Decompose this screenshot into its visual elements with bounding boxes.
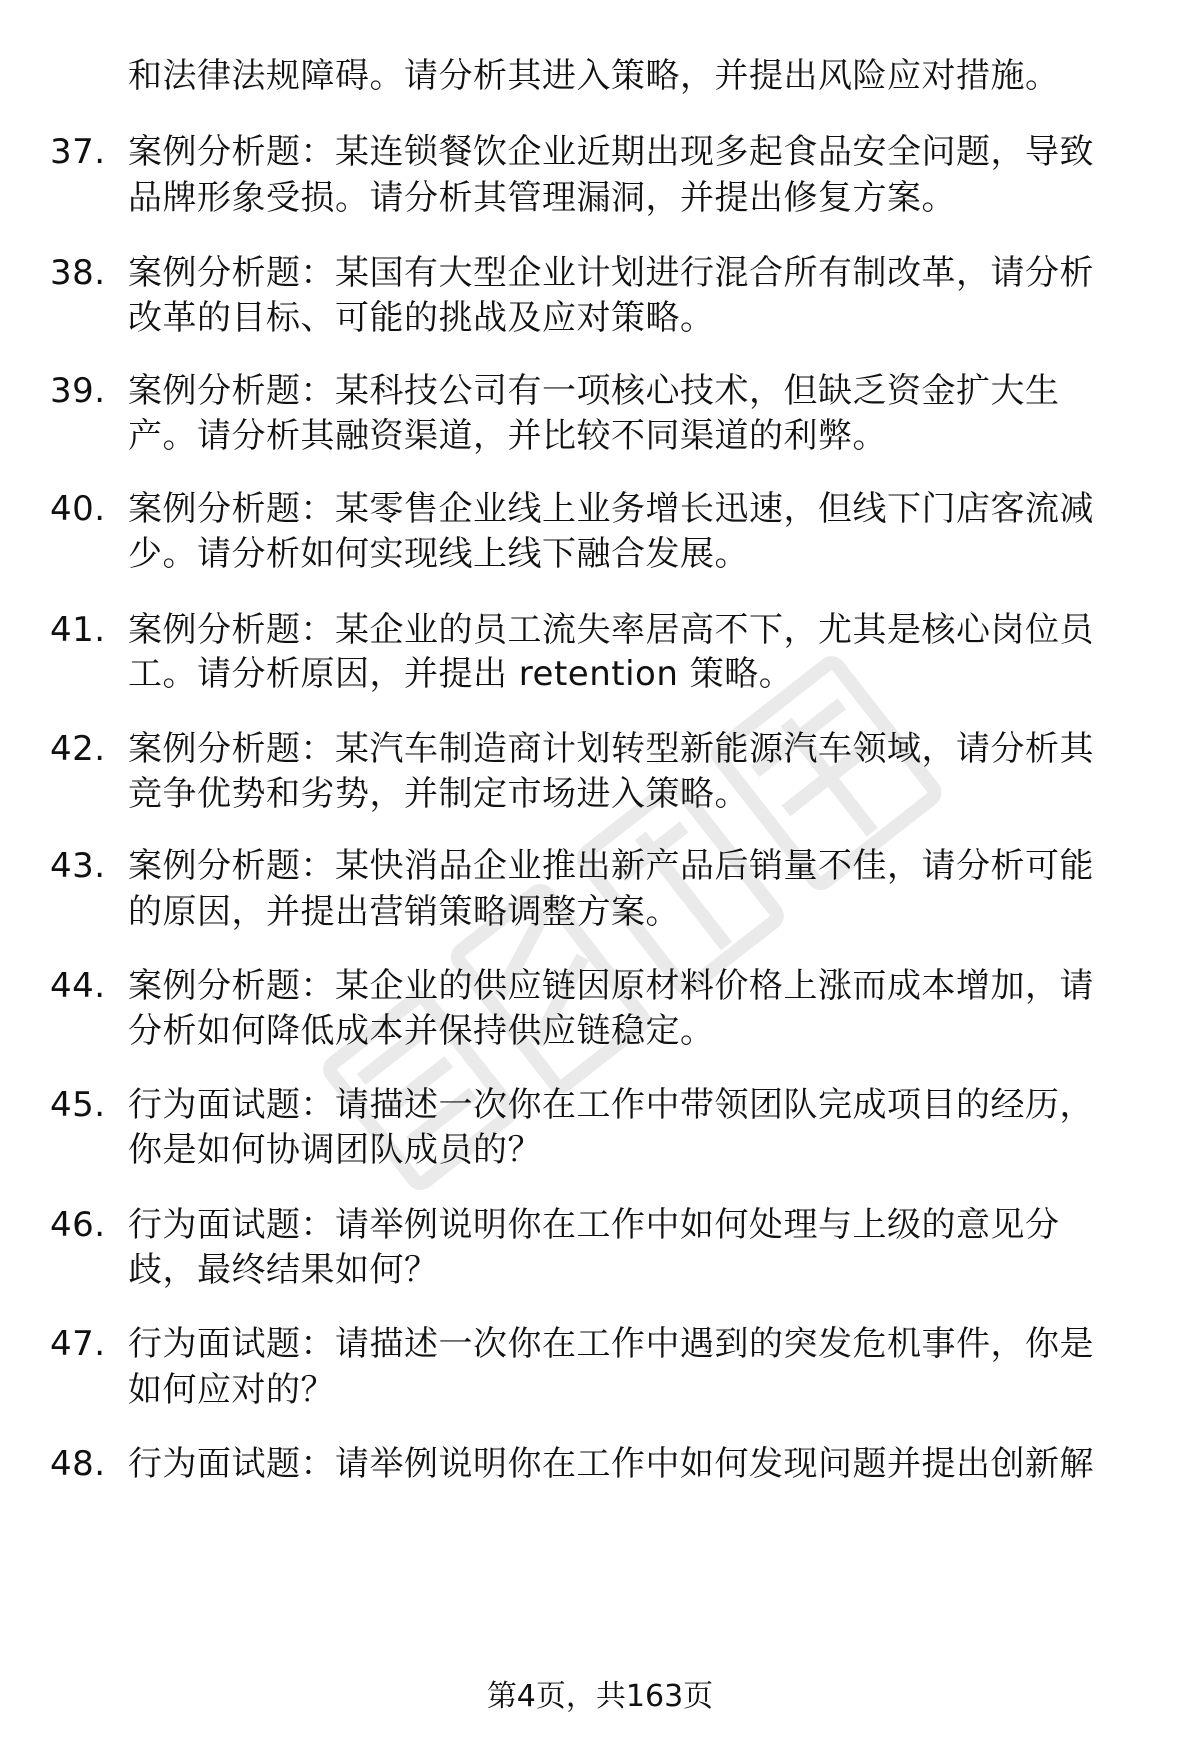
question-text-line: 的原因，并提出营销策略调整方案。 bbox=[128, 892, 680, 932]
question-text-line: 你是如何协调团队成员的？ bbox=[128, 1130, 542, 1170]
question-number: 37. bbox=[50, 132, 106, 172]
question-text-line: 案例分析题：某零售企业线上业务增长迅速，但线下门店客流减 bbox=[128, 489, 1094, 529]
question-number: 47. bbox=[50, 1324, 106, 1364]
question-number: 45. bbox=[50, 1085, 106, 1125]
question-number: 38. bbox=[50, 253, 106, 293]
question-text-line: 行为面试题：请描述一次你在工作中遇到的突发危机事件，你是 bbox=[128, 1324, 1094, 1364]
question-text-line: 行为面试题：请描述一次你在工作中带领团队完成项目的经历， bbox=[128, 1085, 1094, 1125]
question-text-line: 分析如何降低成本并保持供应链稳定。 bbox=[128, 1011, 715, 1051]
question-number: 40. bbox=[50, 489, 106, 529]
question-number: 41. bbox=[50, 610, 106, 650]
page-footer: 第4页，共163页 bbox=[486, 1679, 714, 1714]
question-text-line: 改革的目标、可能的挑战及应对策略。 bbox=[128, 298, 715, 338]
question-number: 44. bbox=[50, 966, 106, 1006]
question-text-line: 歧，最终结果如何？ bbox=[128, 1250, 439, 1290]
question-number: 43. bbox=[50, 846, 106, 886]
question-number: 48. bbox=[50, 1444, 106, 1484]
question-text-line: 案例分析题：某科技公司有一项核心技术，但缺乏资金扩大生 bbox=[128, 371, 1060, 411]
question-text-line: 产。请分析其融资渠道，并比较不同渠道的利弊。 bbox=[128, 416, 887, 456]
question-text-line: 案例分析题：某国有大型企业计划进行混合所有制改革，请分析 bbox=[128, 253, 1094, 293]
question-text-line: 行为面试题：请举例说明你在工作中如何处理与上级的意见分 bbox=[128, 1205, 1060, 1245]
question-text-line: 竞争优势和劣势，并制定市场进入策略。 bbox=[128, 774, 749, 814]
question-text-line: 和法律法规障碍。请分析其进入策略，并提出风险应对措施。 bbox=[128, 56, 1060, 96]
question-text-line: 工。请分析原因，并提出 retention 策略。 bbox=[128, 654, 794, 694]
question-text-line: 品牌形象受损。请分析其管理漏洞，并提出修复方案。 bbox=[128, 178, 956, 218]
question-number: 39. bbox=[50, 371, 106, 411]
question-number: 46. bbox=[50, 1205, 106, 1245]
question-text-line: 案例分析题：某连锁餐饮企业近期出现多起食品安全问题，导致 bbox=[128, 132, 1094, 172]
question-text-line: 案例分析题：某企业的员工流失率居高不下，尤其是核心岗位员 bbox=[128, 610, 1094, 650]
question-text-line: 如何应对的？ bbox=[128, 1370, 335, 1410]
question-text-line: 案例分析题：某快消品企业推出新产品后销量不佳，请分析可能 bbox=[128, 846, 1094, 886]
question-text-line: 案例分析题：某汽车制造商计划转型新能源汽车领域，请分析其 bbox=[128, 729, 1094, 769]
question-text-line: 行为面试题：请举例说明你在工作中如何发现问题并提出创新解 bbox=[128, 1444, 1094, 1484]
question-text-line: 案例分析题：某企业的供应链因原材料价格上涨而成本增加，请 bbox=[128, 966, 1094, 1006]
question-text-line: 少。请分析如何实现线上线下融合发展。 bbox=[128, 534, 749, 574]
question-number: 42. bbox=[50, 729, 106, 769]
